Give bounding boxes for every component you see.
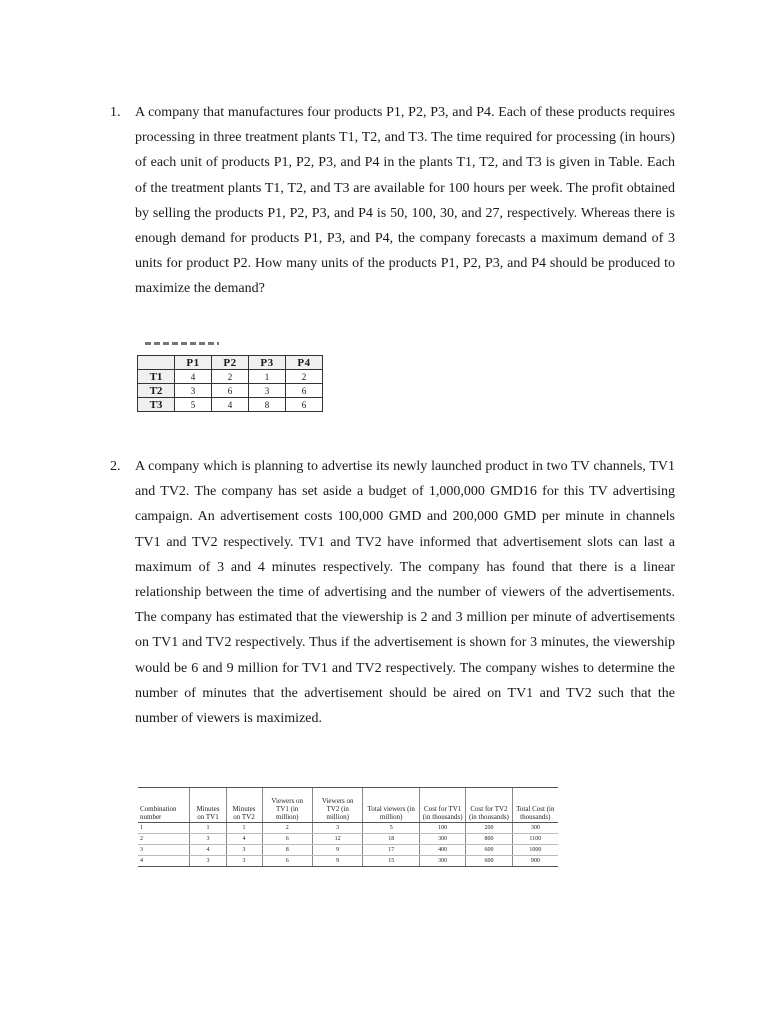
table-cell: 1 bbox=[190, 823, 226, 834]
table-cell: 18 bbox=[363, 834, 420, 845]
problem-2-text: A company which is planning to advertise its newly launched product in two TV channels, TV1 and TV2. The company has set aside a budget of 1,000,000 GMD16 for this TV advertising campaign. An advertisement costs 100,000 GMD and 200,000 GMD per minute in channels TV1 and TV2 respectively. TV1 and TV2 have informed that advertisement slots can last a maximum of 3 and 4 minutes respectively. The company has found that there is a linear relationship between the time of advertising and the number of viewers of the advertisements. The company has estimated that the viewership is 2 and 3 million per minute of advertisements on TV1 and TV2 respectively. Thus if the advertisement is shown for 3 minutes, the viewership would be 6 and 9 million for TV1 and TV2 respectively. The company wishes to determine the number of minutes that the advertisement should be aired on TV1 and TV2 such that the number of viewers is maximized. bbox=[135, 459, 675, 727]
table-header-row bbox=[138, 356, 323, 370]
table-row bbox=[138, 845, 558, 856]
table-row bbox=[138, 384, 323, 398]
problem-1 bbox=[110, 100, 675, 302]
column-header: Total viewers (in million) bbox=[363, 788, 420, 823]
table-cell: 8 bbox=[262, 845, 312, 856]
table-cell: 1100 bbox=[512, 834, 558, 845]
processing-time-table-figure bbox=[137, 340, 331, 415]
table-cell: 200 bbox=[466, 823, 512, 834]
table-cell: 3 bbox=[226, 856, 262, 867]
table-cell: 3 bbox=[190, 834, 226, 845]
table-cell: 5 bbox=[363, 823, 420, 834]
table-cell: 2 bbox=[286, 370, 323, 384]
row-header: T3 bbox=[138, 398, 175, 412]
table-row bbox=[138, 823, 558, 834]
table-cell: 3 bbox=[138, 845, 190, 856]
column-header: P2 bbox=[212, 356, 249, 370]
table-cell: 600 bbox=[466, 845, 512, 856]
table-cell: 1 bbox=[138, 823, 190, 834]
table-cell: 100 bbox=[420, 823, 466, 834]
table-cell: 4 bbox=[190, 845, 226, 856]
table-cell: 8 bbox=[249, 398, 286, 412]
column-header: Combination number bbox=[138, 788, 190, 823]
table-cell: 9 bbox=[312, 845, 362, 856]
table-row bbox=[138, 398, 323, 412]
table-cell: 6 bbox=[262, 856, 312, 867]
table-cell: 4 bbox=[138, 856, 190, 867]
processing-time-table bbox=[137, 355, 323, 412]
table-row bbox=[138, 370, 323, 384]
problem-2 bbox=[110, 454, 675, 731]
table-cell: 1 bbox=[226, 823, 262, 834]
table-cell: 3 bbox=[312, 823, 362, 834]
column-header: Cost for TV1 (in thousands) bbox=[420, 788, 466, 823]
table-cell: 600 bbox=[466, 856, 512, 867]
column-header: P1 bbox=[175, 356, 212, 370]
table-cell: 300 bbox=[420, 856, 466, 867]
row-header: T1 bbox=[138, 370, 175, 384]
table-cell: 800 bbox=[466, 834, 512, 845]
table-corner-cell bbox=[138, 356, 175, 370]
table-cell: 6 bbox=[212, 384, 249, 398]
table-cell: 300 bbox=[512, 823, 558, 834]
table-cell: 300 bbox=[420, 834, 466, 845]
table-cell: 1000 bbox=[512, 845, 558, 856]
column-header: Cost for TV2 (in thousands) bbox=[466, 788, 512, 823]
table-cell: 2 bbox=[212, 370, 249, 384]
table-cell: 4 bbox=[226, 834, 262, 845]
cropped-table-caption bbox=[145, 340, 225, 348]
row-header: T2 bbox=[138, 384, 175, 398]
column-header: Total Cost (in thousands) bbox=[512, 788, 558, 823]
column-header: P3 bbox=[249, 356, 286, 370]
table-cell: 15 bbox=[363, 856, 420, 867]
table-cell: 1 bbox=[249, 370, 286, 384]
column-header: P4 bbox=[286, 356, 323, 370]
table-cell: 900 bbox=[512, 856, 558, 867]
table-cell: 2 bbox=[138, 834, 190, 845]
table-cell: 2 bbox=[262, 823, 312, 834]
table-cell: 9 bbox=[312, 856, 362, 867]
table-cell: 4 bbox=[212, 398, 249, 412]
table-cell: 3 bbox=[249, 384, 286, 398]
table-cell: 12 bbox=[312, 834, 362, 845]
column-header: Minutes on TV2 bbox=[226, 788, 262, 823]
table-cell: 6 bbox=[286, 398, 323, 412]
column-header: Minutes on TV1 bbox=[190, 788, 226, 823]
table-cell: 5 bbox=[175, 398, 212, 412]
table-cell: 6 bbox=[286, 384, 323, 398]
column-header: Viewers on TV1 (in million) bbox=[262, 788, 312, 823]
table-cell: 4 bbox=[175, 370, 212, 384]
table-row bbox=[138, 834, 558, 845]
column-header: Viewers on TV2 (in million) bbox=[312, 788, 362, 823]
table-cell: 3 bbox=[226, 845, 262, 856]
problem-1-text: A company that manufactures four products P1, P2, P3, and P4. Each of these products requires processing in three treatment plants T1, T2, and T3. The time required for processing (in hours) of each unit of products P1, P2, P3, and P4 in the plants T1, T2, and T3 is given in Table. Each of the treatment plants T1, T2, and T3 are available for 100 hours per week. The profit obtained by selling the products P1, P2, P3, and P4 is 50, 100, 30, and 27, respectively. Whereas there is enough demand for products P1, P3, and P4, the company forecasts a maximum demand of 3 units for product P2. How many units of the products P1, P2, P3, and P4 should be produced to maximize the demand? bbox=[135, 105, 675, 297]
problem-1-number: 1. bbox=[110, 105, 121, 120]
problem-2-number: 2. bbox=[110, 459, 121, 474]
table-cell: 400 bbox=[420, 845, 466, 856]
table-cell: 3 bbox=[175, 384, 212, 398]
table-row bbox=[138, 856, 558, 867]
table-cell: 3 bbox=[190, 856, 226, 867]
table-cell: 17 bbox=[363, 845, 420, 856]
table-cell: 6 bbox=[262, 834, 312, 845]
table-header-row bbox=[138, 788, 558, 823]
advertising-combinations-table bbox=[138, 787, 558, 867]
